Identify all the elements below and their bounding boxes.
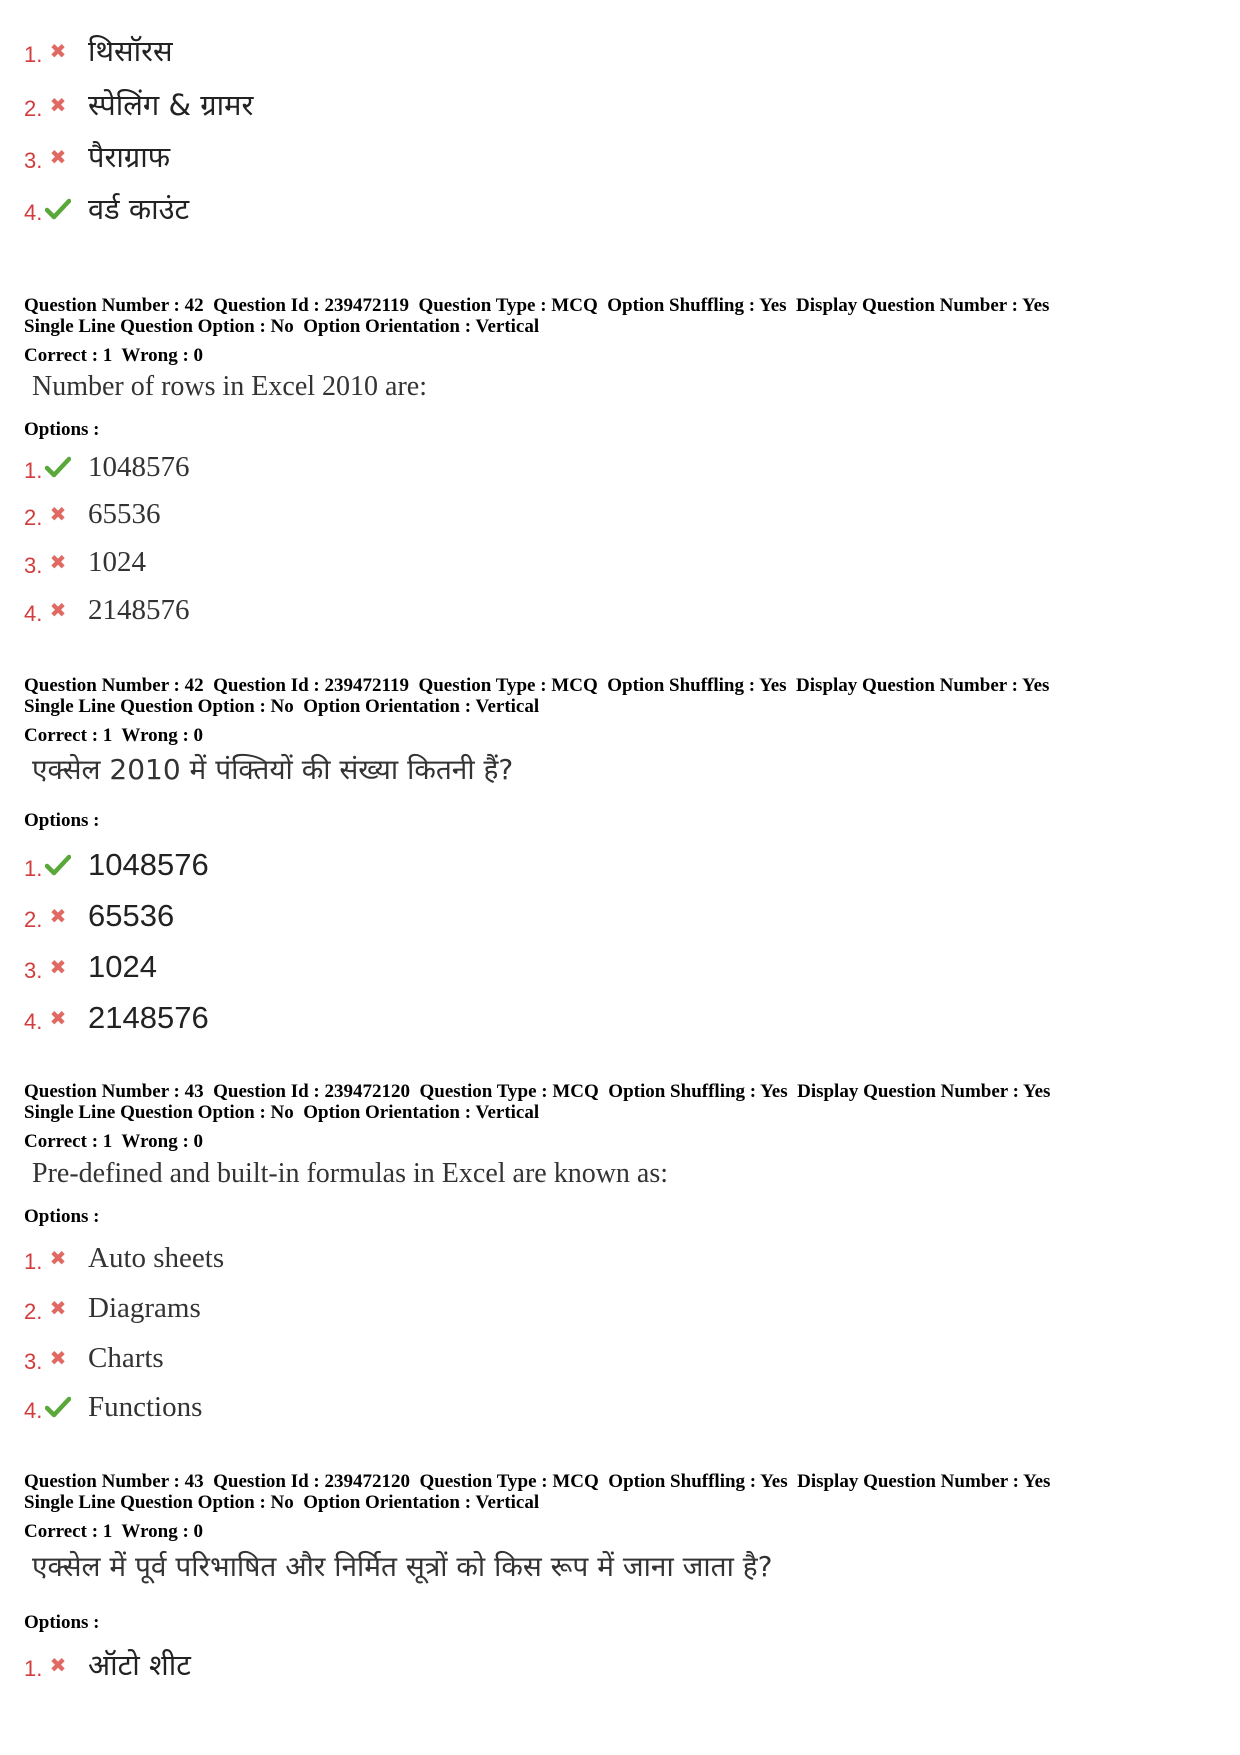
option-text: 1024 — [88, 949, 157, 984]
question-text: एक्सेल में पूर्व परिभाषित और निर्मित सूत्रों को किस रूप में जाना जाता है? — [32, 1550, 773, 1583]
checkmark-icon — [44, 1392, 72, 1422]
options-label: Options : — [24, 1206, 100, 1227]
cross-icon: ✖ — [49, 955, 67, 979]
cross-icon: ✖ — [49, 1296, 67, 1320]
checkmark-icon — [44, 452, 72, 482]
cross-icon: ✖ — [49, 1346, 67, 1370]
option-number: 3. — [24, 1349, 43, 1374]
option-row — [24, 1382, 202, 1426]
options-label: Options : — [24, 419, 100, 440]
question-text: Pre-defined and built-in formulas in Excel are known as: — [32, 1158, 669, 1189]
option-row — [24, 993, 209, 1037]
option-row — [24, 1233, 224, 1277]
cross-icon: ✖ — [49, 93, 67, 117]
option-number: 1. — [24, 856, 43, 881]
checkmark-icon — [44, 194, 72, 224]
option-row — [24, 537, 146, 581]
question-meta-line1: Question Number : 43 Question Id : 239472120 Question Type : MCQ Option Shuffling : Yes Display Question Number : Yes — [24, 1081, 1051, 1102]
option-text: Auto sheets — [88, 1242, 225, 1274]
option-text: ऑटो शीट — [88, 1648, 191, 1682]
options-label: Options : — [24, 1612, 100, 1633]
option-row — [24, 132, 170, 176]
cross-icon: ✖ — [49, 1246, 67, 1270]
question-text: एक्सेल 2010 में पंक्तियों की संख्या कितनी हैं? — [32, 753, 514, 786]
option-text: 1048576 — [88, 451, 190, 483]
option-row — [24, 26, 173, 70]
option-text: Charts — [88, 1342, 164, 1374]
option-row — [24, 942, 157, 986]
option-number: 3. — [24, 148, 43, 173]
cross-icon: ✖ — [49, 39, 67, 63]
option-text: Diagrams — [88, 1292, 201, 1324]
correct-wrong-line: Correct : 1 Wrong : 0 — [24, 345, 204, 366]
option-text: स्पेलिंग & ग्रामर — [88, 88, 254, 122]
cross-icon: ✖ — [49, 598, 67, 622]
option-text: पैराग्राफ — [88, 140, 171, 174]
question-meta-line1: Question Number : 42 Question Id : 239472119 Question Type : MCQ Option Shuffling : Yes Display Question Number : Yes — [24, 675, 1050, 696]
option-number: 1. — [24, 42, 43, 67]
cross-icon: ✖ — [49, 904, 67, 928]
cross-icon: ✖ — [49, 502, 67, 526]
option-number: 1. — [24, 1656, 43, 1681]
option-number: 2. — [24, 907, 43, 932]
option-text: 65536 — [88, 898, 175, 933]
option-number: 1. — [24, 1249, 43, 1274]
question-meta-line2: Single Line Question Option : No Option Orientation : Vertical — [24, 696, 540, 717]
checkmark-icon — [44, 850, 72, 880]
option-number: 2. — [24, 505, 43, 530]
option-number: 4. — [24, 200, 43, 225]
option-row — [24, 840, 209, 884]
question-meta-line1: Question Number : 43 Question Id : 239472120 Question Type : MCQ Option Shuffling : Yes Display Question Number : Yes — [24, 1471, 1051, 1492]
correct-wrong-line: Correct : 1 Wrong : 0 — [24, 1521, 204, 1542]
option-row — [24, 585, 190, 629]
option-row — [24, 80, 253, 124]
option-number: 1. — [24, 458, 43, 483]
option-text: 65536 — [88, 498, 161, 530]
cross-icon: ✖ — [49, 1006, 67, 1030]
question-meta-line2: Single Line Question Option : No Option Orientation : Vertical — [24, 316, 540, 337]
question-text: Number of rows in Excel 2010 are: — [32, 371, 427, 402]
cross-icon: ✖ — [49, 1653, 67, 1677]
options-label: Options : — [24, 810, 100, 831]
option-row — [24, 442, 190, 486]
correct-wrong-line: Correct : 1 Wrong : 0 — [24, 725, 204, 746]
question-meta-line2: Single Line Question Option : No Option Orientation : Vertical — [24, 1102, 540, 1123]
cross-icon: ✖ — [49, 145, 67, 169]
option-row — [24, 891, 174, 935]
cross-icon: ✖ — [49, 550, 67, 574]
option-text: 2148576 — [88, 594, 190, 626]
option-text: थिसॉरस — [88, 34, 173, 68]
option-text: Functions — [88, 1391, 203, 1423]
option-row — [24, 489, 161, 533]
option-text: 1024 — [88, 546, 146, 578]
option-text: 2148576 — [88, 1000, 209, 1035]
correct-wrong-line: Correct : 1 Wrong : 0 — [24, 1131, 204, 1152]
option-number: 4. — [24, 1009, 43, 1034]
option-row — [24, 1640, 191, 1684]
option-number: 3. — [24, 553, 43, 578]
question-meta-line1: Question Number : 42 Question Id : 239472119 Question Type : MCQ Option Shuffling : Yes Display Question Number : Yes — [24, 295, 1050, 316]
option-number: 2. — [24, 1299, 43, 1324]
option-number: 3. — [24, 958, 43, 983]
question-meta-line2: Single Line Question Option : No Option Orientation : Vertical — [24, 1492, 540, 1513]
option-row — [24, 1283, 201, 1327]
option-number: 4. — [24, 1398, 43, 1423]
option-text: 1048576 — [88, 847, 209, 882]
option-number: 2. — [24, 96, 43, 121]
option-row — [24, 184, 189, 228]
option-number: 4. — [24, 601, 43, 626]
option-row — [24, 1333, 164, 1377]
option-text: वर्ड काउंट — [88, 192, 190, 226]
